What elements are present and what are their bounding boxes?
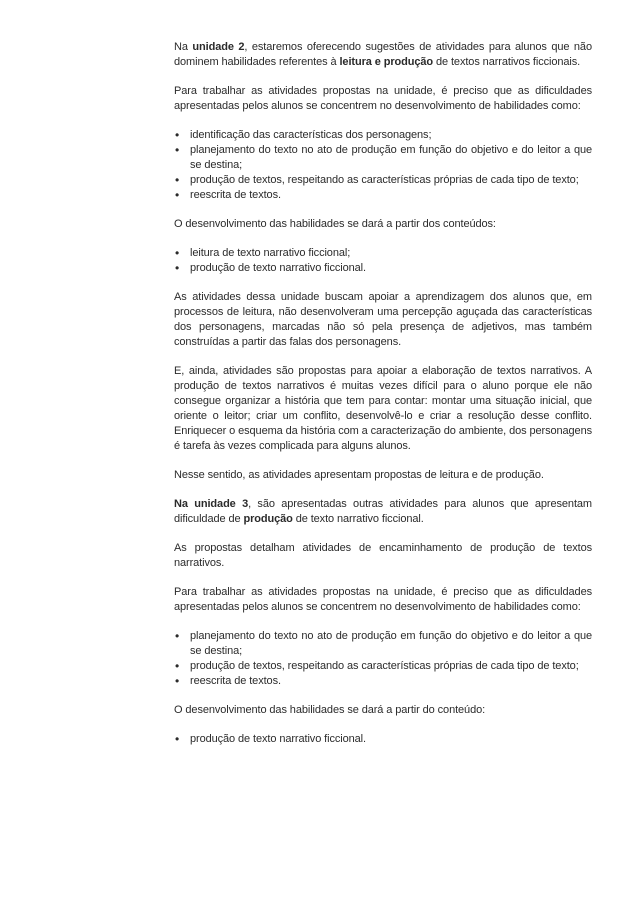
list-item: • planejamento do texto no ato de produção em função do objetivo e do leitor a que se destina; [174,143,592,173]
bold-skill-label: produção [243,513,293,525]
skills-list-unit2 [174,128,592,203]
text-span: , são apresentadas outras atividades para alunos que apresentam dificuldade de [174,498,592,525]
paragraph-unit2-intro [174,40,592,70]
paragraph-proposals: As propostas detalham atividades de encaminhamento de produção de textos narrativos. [174,542,592,569]
list-item: • identificação das características dos personagens; [174,128,592,143]
paragraph-contents-intro: O desenvolvimento das habilidades se dará a partir dos conteúdos: [174,218,496,230]
paragraph-narrative-production: E, ainda, atividades são propostas para apoiar a elaboração de textos narrativos. A produção de textos narrativos é muitas vezes difícil para o aluno porque ele não consegue organizar a história que tem para contar: montar uma situação inicial, que oriente o leitor; criar um conflito, desenvolvê-lo e criar a resolução desse conflito. Enriquecer o esquema da história com a caracterização do ambiente, dos personagens é tarefa às vezes complicada para alguns alunos. [174,365,592,452]
text-span: de texto narrativo ficcional. [292,513,424,525]
document-body [174,40,592,761]
bold-unit-label: Na unidade 3 [174,498,249,510]
paragraph-skills-intro: Para trabalhar as atividades propostas na unidade, é preciso que as dificuldades apresentadas pelos alunos se concentrem no desenvolvimento de habilidades como: [174,586,592,613]
list-item: • reescrita de textos. [174,188,592,203]
text-span: , estaremos oferecendo sugestões de atividades para alunos que não dominem habilidades referentes à [174,41,592,68]
paragraph-activities: As atividades dessa unidade buscam apoiar a aprendizagem dos alunos que, em processos de leitura, não desenvolveram uma percepção aguçada das características dos personagens, marcadas não só pela presença de adjetivos, mas também construídas a partir das falas dos personagens. [174,291,592,348]
contents-list-unit3 [174,732,592,747]
text-span: de textos narrativos ficcionais. [433,56,581,68]
paragraph-summary: Nesse sentido, as atividades apresentam propostas de leitura e de produção. [174,469,544,481]
list-item: • produção de textos, respeitando as características próprias de cada tipo de texto; [174,659,592,674]
paragraph-content-intro: O desenvolvimento das habilidades se dará a partir do conteúdo: [174,704,486,716]
list-item: • produção de textos, respeitando as características próprias de cada tipo de texto; [174,173,592,188]
bold-skill-label: leitura e produção [339,56,434,68]
list-item: • reescrita de textos. [174,674,592,689]
paragraph-unit3-intro [174,497,592,527]
bold-unit-label: unidade 2 [192,41,245,53]
text-span: Na [174,41,193,53]
paragraph-skills-intro: Para trabalhar as atividades propostas na unidade, é preciso que as dificuldades apresentadas pelos alunos se concentrem no desenvolvimento de habilidades como: [174,85,592,112]
contents-list-unit2 [174,246,592,276]
skills-list-unit3 [174,629,592,689]
list-item: • leitura de texto narrativo ficcional; [174,246,592,261]
list-item: • produção de texto narrativo ficcional. [174,261,592,276]
list-item: • produção de texto narrativo ficcional. [174,732,592,747]
list-item: • planejamento do texto no ato de produção em função do objetivo e do leitor a que se destina; [174,629,592,659]
